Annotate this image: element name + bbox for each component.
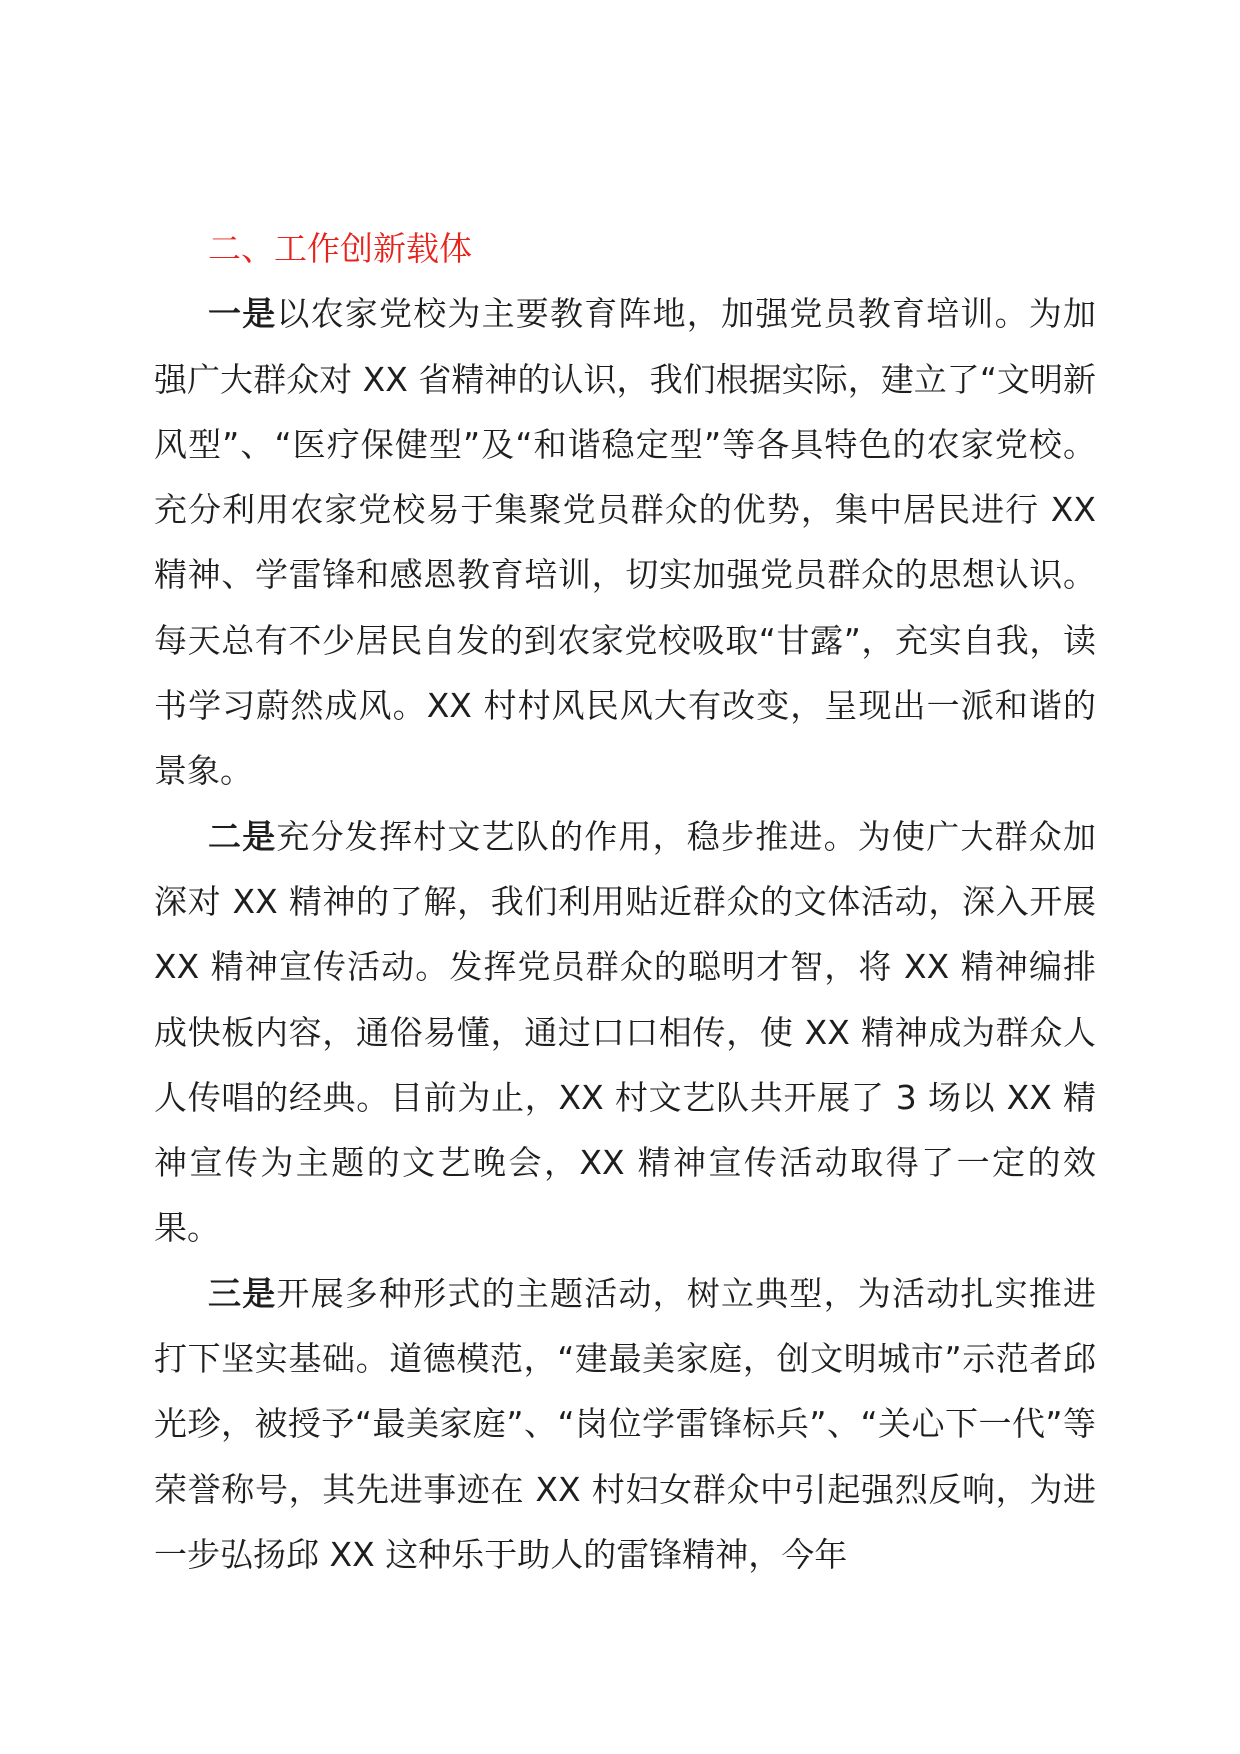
paragraph-1-lead: 一是 bbox=[208, 294, 277, 334]
paragraph-2 bbox=[154, 804, 1096, 1261]
document-body bbox=[154, 216, 1096, 1587]
paragraph-2-text: 充分发挥村文艺队的作用，稳步推进。为使广大群众加深对 XX 精神的了解，我们利用贴近群众的文体活动，深入开展 XX 精神宣传活动。发挥党员群众的聪明才智，将 XX 精神编排成快板内容，通俗易懂，通过口口相传，使 XX 精神成为群众人人传唱的经典。目前为止，XX 村文艺队共开展了 3 场以 XX 精神宣传为主题的文艺晚会，XX 精神宣传活动取得了一定的效果。 bbox=[154, 816, 1097, 1248]
paragraph-1 bbox=[154, 281, 1096, 803]
paragraph-3 bbox=[154, 1261, 1096, 1587]
paragraph-3-text: 开展多种形式的主题活动，树立典型，为活动扎实推进打下坚实基础。道德模范，“建最美家庭，创文明城市”示范者邱光珍，被授予“最美家庭”、“岗位学雷锋标兵”、“关心下一代”等荣誉称号，其先进事迹在 XX 村妇女群众中引起强烈反响，为进一步弘扬邱 XX 这种乐于助人的雷锋精神，今年 bbox=[154, 1273, 1097, 1574]
paragraph-3-lead: 三是 bbox=[208, 1273, 277, 1313]
paragraph-1-text: 以农家党校为主要教育阵地，加强党员教育培训。为加强广大群众对 XX 省精神的认识，我们根据实际，建立了“文明新风型”、“医疗保健型”及“和谐稳定型”等各具特色的农家党校。充分利用农家党校易于集聚党员群众的优势，集中居民进行 XX 精神、学雷锋和感恩教育培训，切实加强党员群众的思想认识。每天总有不少居民自发的到农家党校吸取“甘露”，充实自我，读书学习蔚然成风。XX 村村风民风大有改变，呈现出一派和谐的景象。 bbox=[154, 294, 1097, 791]
paragraph-2-lead: 二是 bbox=[208, 816, 277, 856]
section-heading: 二、工作创新载体 bbox=[208, 229, 472, 268]
